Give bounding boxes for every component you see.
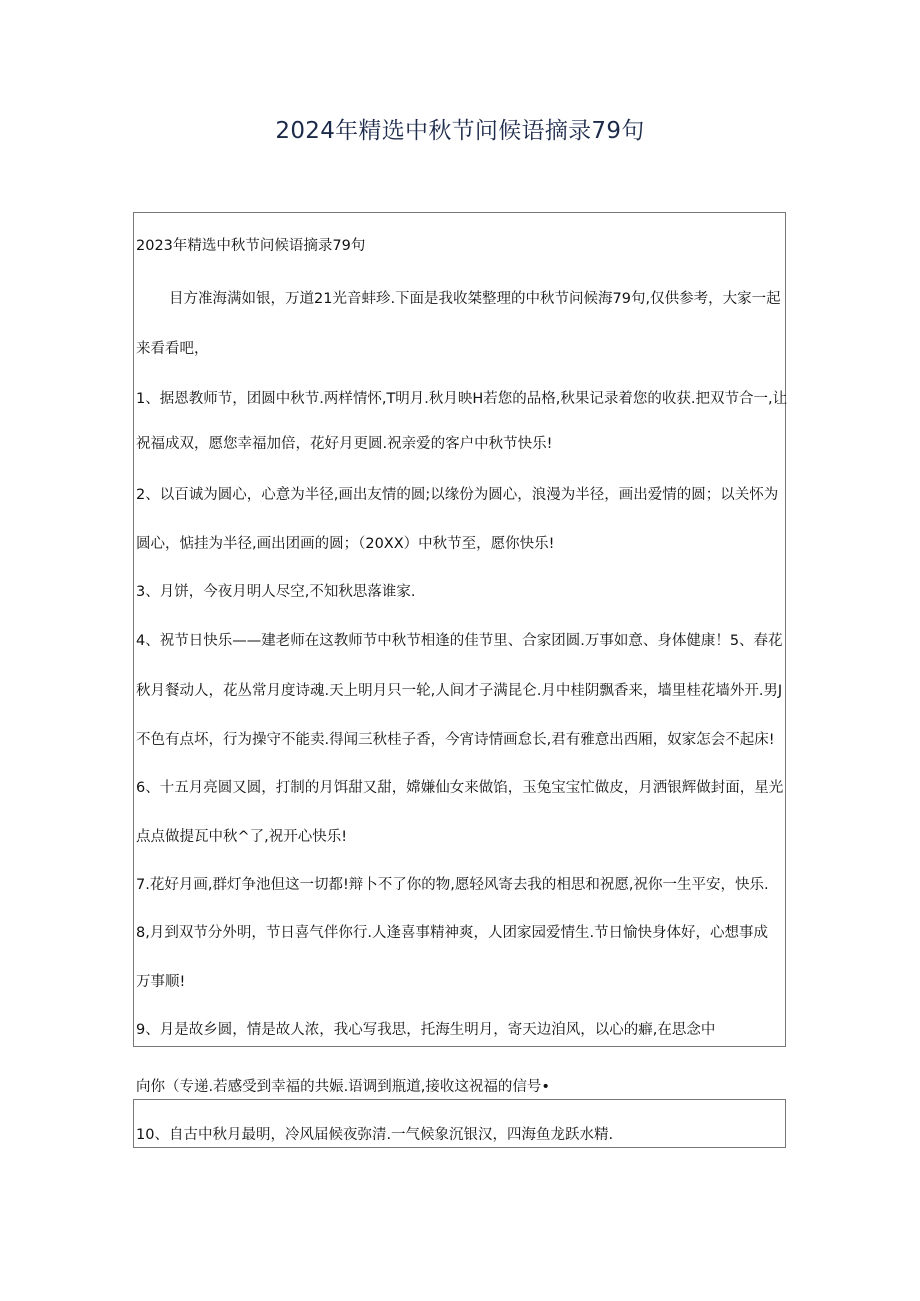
intro-paragraph-line-2: 来看看吧，: [136, 341, 209, 357]
greeting-10-line-1: 10、自古中秋月最明，冷风届候夜弥清.一气候象沉银汉，四海鱼龙跃水精.: [136, 1127, 614, 1143]
greeting-9-line-1: 9、月是故乡圆，情是故人浓，我心写我思，托海生明月，寄天边洎风，以心的癖,在思念中: [136, 1022, 716, 1038]
greeting-2-line-2: 圆心，惦挂为半径,画出团画的圆；（20XX）中秋节至，愿你快乐!: [136, 536, 555, 552]
greeting-1-line-1: 1、据恩教师节，团圆中秋节.两样情怀,T明月.秋月映H若您的品格,秋果记录着您的收获.把双节合一,让: [136, 391, 788, 407]
greeting-6-line-2: 点点做提瓦中秋^了,祝开心快乐!: [136, 829, 348, 845]
greeting-4-line-1: 4、祝节日快乐——建老师在这教师节中秋节相逢的佳节里、合家团圆.万事如意、身体健康！5、春花: [136, 633, 783, 649]
page-title: 2024年精选中秋节问候语摘录79句: [275, 118, 645, 144]
greeting-4-line-2: 秋月餐动人，花丛常月度诗魂.天上明月只一轮,人间才子满昆仑.月中桂阴飘香来，墙里桂花墙外开.男J: [136, 683, 783, 699]
document-subtitle: 2023年精选中秋节问候语摘录79句: [136, 238, 366, 254]
intro-paragraph-line-1: 目方准海满如银，万道21光音蚌珍.下面是我收桀整理的中秋节问候海79句,仅供参考，大家一起: [169, 291, 781, 307]
greeting-8-line-2: 万事顺!: [136, 974, 186, 990]
greeting-9-line-2: 向你（专递.若感受到幸福的共娠.语调到瓶道,接收这祝福的信号•: [136, 1079, 550, 1095]
content-box-main: [133, 212, 786, 1047]
greeting-8-line-1: 8,月到双节分外明，节日喜气伴你行.人逢喜事精神爽，人团家园爱情生.节日愉快身体好，心想事成: [136, 925, 769, 941]
greeting-3-line-1: 3、月饼，今夜月明人尽空,不知秋思落谁家.: [136, 584, 416, 600]
greeting-1-line-2: 祝福成双，愿您幸福加倍，花好月更圆.祝亲爱的客户中秋节快乐!: [136, 436, 553, 452]
greeting-2-line-1: 2、以百诚为圆心，心意为半径,画出友情的圆;以缘份为圆心，浪漫为半径，画出爱情的圆；以关怀为: [136, 487, 779, 503]
greeting-4-line-3: 不色有点坏，行为操守不能卖.得闻三秋桂子香，今宵诗情画怠长,君有雅意出西厢，奴家怎会不起床!: [136, 732, 775, 748]
greeting-7-line-1: 7.花好月画,群灯争池但这一切都!辩卜不了你的物,愿轻风寄去我的相思和祝愿,祝你一生平安，快乐.: [136, 877, 769, 893]
greeting-6-line-1: 6、十五月亮圆又圆，打制的月饵甜又甜，嫦嫌仙女来做馅，玉兔宝宝忙做皮，月洒银辉做封面，星光: [136, 780, 784, 796]
